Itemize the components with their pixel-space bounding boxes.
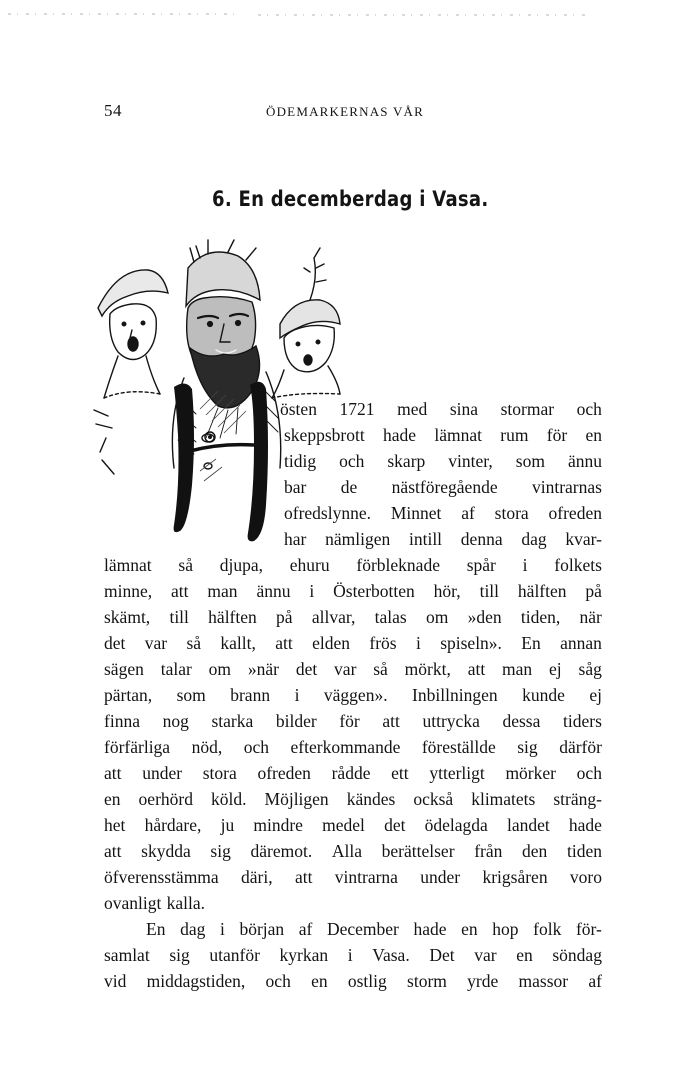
word: af: [461, 503, 475, 523]
word: östen: [280, 399, 317, 419]
word: ovanligt: [104, 893, 162, 913]
word: Möjligen: [264, 789, 329, 809]
word: ehuru: [289, 555, 330, 575]
word: Inbillningen: [412, 685, 498, 705]
word: ostlig: [347, 971, 387, 991]
text-line: [284, 448, 602, 474]
word: det: [384, 815, 406, 835]
word: till: [169, 607, 189, 627]
word: mörker: [505, 763, 556, 783]
text-line: [284, 422, 602, 448]
text-line: [146, 916, 602, 942]
word: »den: [467, 607, 502, 627]
word: man: [207, 581, 238, 601]
word: talas: [374, 607, 407, 627]
word: om: [208, 659, 232, 679]
word: nästföregående: [391, 477, 498, 497]
word: så: [186, 633, 202, 653]
word: hör,: [433, 581, 461, 601]
word: landet: [506, 815, 550, 835]
word: brann: [230, 685, 271, 705]
word: en: [104, 789, 121, 809]
text-line: [280, 396, 602, 422]
word: skämt,: [104, 607, 151, 627]
page-number: 54: [104, 101, 122, 120]
word: en: [585, 425, 602, 445]
word: att: [104, 841, 122, 861]
word: storm: [407, 971, 447, 991]
word: minne,: [104, 581, 153, 601]
word: att: [382, 711, 400, 731]
word: af: [588, 971, 602, 991]
word: som: [176, 685, 206, 705]
word: intill: [408, 529, 443, 549]
word: tiden,: [520, 607, 561, 627]
word: elden: [312, 633, 351, 653]
text-line: [104, 630, 602, 656]
word: i: [522, 555, 528, 575]
word: mörkt,: [404, 659, 451, 679]
word: kalla.: [166, 893, 205, 913]
word: en: [461, 919, 478, 939]
word: tiders: [563, 711, 602, 731]
word: det: [104, 633, 126, 653]
word: däri,: [241, 867, 273, 887]
word: nog: [162, 711, 189, 731]
text-line: [104, 890, 602, 916]
word: om: [425, 607, 449, 627]
word: Vasa.: [372, 945, 410, 965]
word: från: [474, 841, 503, 861]
word: under: [142, 763, 183, 783]
word: kyrkan: [279, 945, 329, 965]
word: att: [275, 633, 293, 653]
word: lämnat: [104, 555, 152, 575]
word: för: [339, 711, 360, 731]
word: ytterligt: [429, 763, 485, 783]
word: Alla: [331, 841, 362, 861]
word: dag: [521, 529, 547, 549]
word: var: [144, 633, 168, 653]
text-line: [104, 760, 602, 786]
word: annan: [560, 633, 602, 653]
word: sina: [449, 399, 479, 419]
word: under: [420, 867, 461, 887]
word: utanför: [209, 945, 260, 965]
text-line: [104, 838, 602, 864]
word: dag: [180, 919, 206, 939]
word: frös: [369, 633, 397, 653]
word: talar: [160, 659, 192, 679]
word: i: [309, 581, 315, 601]
text-line: [104, 864, 602, 890]
word: sig: [169, 945, 190, 965]
text-line: [104, 968, 602, 994]
word: hade: [413, 919, 447, 939]
word: i: [219, 919, 225, 939]
word: ofreden: [257, 763, 311, 783]
word: starka: [211, 711, 254, 731]
text-line: [104, 656, 602, 682]
word: köld.: [211, 789, 247, 809]
word: sig: [517, 737, 538, 757]
word: att: [104, 763, 122, 783]
drop-cap-letter: [166, 375, 276, 545]
chapter-title: 6. En decemberdag i Vasa.: [212, 187, 489, 211]
word: hop: [492, 919, 519, 939]
text-line: [104, 786, 602, 812]
word: lämnat: [434, 425, 482, 445]
word: oerhörd: [138, 789, 193, 809]
word: En: [521, 633, 541, 653]
word: hade: [383, 425, 417, 445]
word: däremot.: [250, 841, 313, 861]
word: vid: [104, 971, 127, 991]
word: så: [178, 555, 193, 575]
word: så: [373, 659, 388, 679]
word: En: [146, 919, 166, 939]
word: kunde: [522, 685, 565, 705]
word: hälften: [208, 607, 257, 627]
word: 1721: [339, 399, 375, 419]
word: Det: [429, 945, 455, 965]
word: skydda: [141, 841, 191, 861]
text-line: [104, 708, 602, 734]
text-line: [104, 734, 602, 760]
word: folk: [533, 919, 562, 939]
word: hälften: [517, 581, 567, 601]
word: att: [294, 867, 313, 887]
word: af: [298, 919, 313, 939]
word: och: [265, 971, 291, 991]
word: krigsåren: [482, 867, 548, 887]
word: kallt,: [220, 633, 256, 653]
word: början: [239, 919, 285, 939]
text-line: [104, 552, 602, 578]
word: med: [397, 399, 428, 419]
word: till: [479, 581, 500, 601]
word: förbleknade: [356, 555, 440, 575]
word: vintrarna: [334, 867, 398, 887]
word: de: [340, 477, 358, 497]
word: ej: [589, 685, 602, 705]
word: tiden: [566, 841, 602, 861]
word: hårdare,: [144, 815, 202, 835]
word: var: [474, 945, 497, 965]
word: klimatets: [471, 789, 536, 809]
word: på: [276, 607, 293, 627]
word: mindre: [253, 815, 303, 835]
word: yrde: [467, 971, 499, 991]
word: ej: [549, 659, 562, 679]
text-line: [104, 812, 602, 838]
word: såg: [578, 659, 602, 679]
word: denna: [460, 529, 503, 549]
word: en: [311, 971, 328, 991]
word: Minnet: [390, 503, 442, 523]
word: sig: [210, 841, 231, 861]
word: när: [579, 607, 602, 627]
word: i: [347, 945, 353, 965]
word: djupa,: [219, 555, 263, 575]
word: i: [415, 633, 421, 653]
word: i: [294, 685, 300, 705]
word: för-: [575, 919, 602, 939]
word: pärtan,: [104, 685, 153, 705]
word: var: [334, 659, 357, 679]
word: hade: [568, 815, 602, 835]
word: voro: [569, 867, 602, 887]
word: middagstiden,: [146, 971, 246, 991]
word: Österbotten: [333, 581, 415, 601]
word: ofreden: [548, 503, 602, 523]
word: sägen: [104, 659, 144, 679]
word: ännu: [256, 581, 291, 601]
word: och: [339, 451, 365, 471]
word: öfverensstämma: [104, 867, 219, 887]
word: man: [502, 659, 533, 679]
text-line: [104, 942, 602, 968]
text-line: [104, 682, 602, 708]
text-line: [284, 500, 602, 526]
word: finna: [104, 711, 140, 731]
word: vinter,: [448, 451, 493, 471]
word: samlat: [104, 945, 150, 965]
word: som: [515, 451, 545, 471]
word: stormar: [500, 399, 555, 419]
word: December: [326, 919, 399, 939]
word: ofredslynne.: [284, 503, 371, 523]
word: bar: [284, 477, 307, 497]
word: ett: [391, 763, 409, 783]
running-head: ÖDEMARKERNAS VÅR: [266, 104, 425, 119]
word: att: [171, 581, 189, 601]
word: »när: [247, 659, 279, 679]
word: het: [104, 815, 126, 835]
word: väggen».: [323, 685, 388, 705]
word: efterkommande: [290, 737, 401, 757]
word: därför: [559, 737, 602, 757]
word: sträng-: [553, 789, 602, 809]
word: vintrarnas: [531, 477, 602, 497]
word: föreställde: [421, 737, 496, 757]
word: söndag: [552, 945, 602, 965]
word: massor: [518, 971, 569, 991]
word: den: [522, 841, 548, 861]
word: medel: [322, 815, 365, 835]
word: folkets: [554, 555, 602, 575]
text-line: [104, 604, 602, 630]
word: rådde: [331, 763, 371, 783]
word: rum: [500, 425, 529, 445]
word: nämligen: [325, 529, 391, 549]
word: en: [516, 945, 533, 965]
word: och: [576, 399, 602, 419]
word: kändes: [346, 789, 396, 809]
text-line: [284, 474, 602, 500]
word: att: [467, 659, 486, 679]
word: stora: [202, 763, 237, 783]
text-line: [284, 526, 602, 552]
word: också: [413, 789, 454, 809]
word: bilder: [275, 711, 317, 731]
word: och: [576, 763, 602, 783]
word: skarp: [387, 451, 426, 471]
word: stora: [494, 503, 529, 523]
word: berättelser: [381, 841, 455, 861]
word: det: [295, 659, 318, 679]
word: och: [243, 737, 270, 757]
word: spår: [466, 555, 496, 575]
word: på: [585, 581, 602, 601]
scan-edge-dust: [0, 12, 600, 16]
word: allvar,: [311, 607, 356, 627]
word: ju: [220, 815, 235, 835]
word: förfärliga: [104, 737, 171, 757]
text-line: [104, 578, 602, 604]
word: dessa: [502, 711, 541, 731]
word: skeppsbrott: [284, 425, 365, 445]
word: kvar-: [565, 529, 602, 549]
word: uttrycka: [422, 711, 480, 731]
word: tidig: [284, 451, 317, 471]
word: spiseln».: [440, 633, 502, 653]
word: nöd,: [191, 737, 223, 757]
word: ännu: [567, 451, 602, 471]
word: för: [546, 425, 568, 445]
word: ödelagda: [424, 815, 488, 835]
word: har: [284, 529, 307, 549]
